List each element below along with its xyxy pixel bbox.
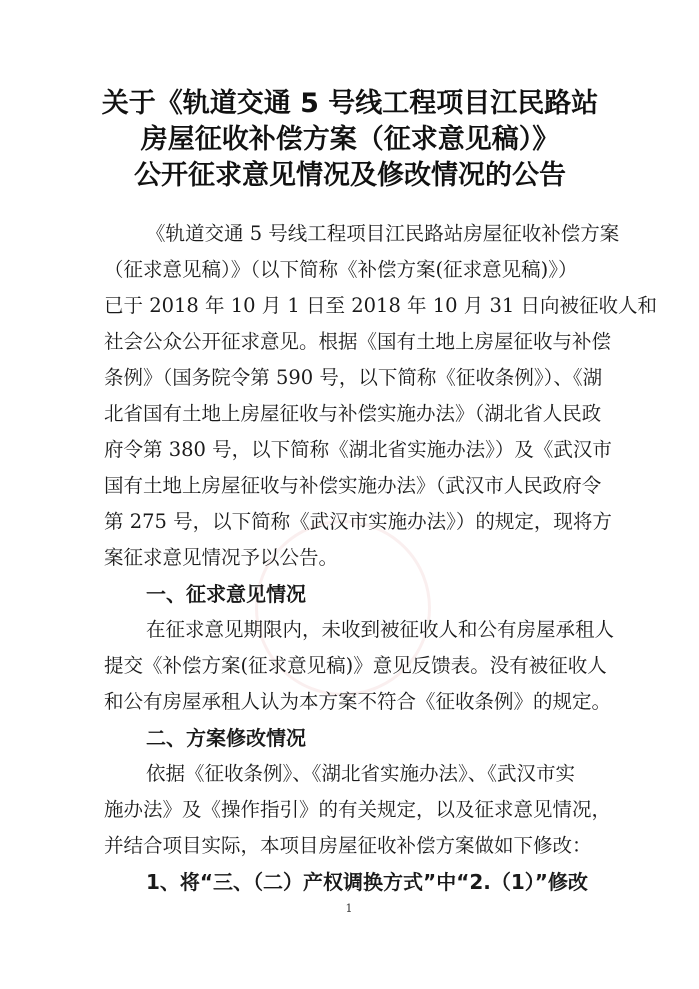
section-2-line-2: 施办法》及《操作指引》的有关规定，以及征求意见情况， (104, 798, 612, 821)
intro-line-3: 已于 2018 年 10 月 1 日至 2018 年 10 月 31 日向被征收人和 (104, 294, 657, 317)
section-1-heading: 一、征求意见情况 (146, 582, 306, 606)
section-2-line-3: 并结合项目实际，本项目房屋征收补偿方案做如下修改： (104, 834, 592, 857)
title-line-2: 房屋征收补偿方案（征求意见稿）》 (140, 124, 560, 155)
intro-line-8: 国有土地上房屋征收与补偿实施办法》（武汉市人民政府令 (104, 474, 602, 497)
intro-line-6: 北省国有土地上房屋征收与补偿实施办法》（湖北省人民政 (104, 402, 602, 425)
section-2-heading: 二、方案修改情况 (146, 726, 306, 750)
intro-line-5: 条例》（国务院令第 590 号，以下简称《征收条例》）、《湖 (104, 366, 603, 389)
intro-line-10: 案征求意见情况予以公告。 (104, 546, 339, 569)
intro-line-1: 《轨道交通 5 号线工程项目江民路站房屋征收补偿方案 (146, 222, 620, 245)
title-line-1: 关于《轨道交通 5 号线工程项目江民路站 (101, 88, 599, 119)
intro-line-7: 府令第 380 号，以下简称《湖北省实施办法》）及《武汉市 (104, 438, 612, 461)
intro-line-9: 第 275 号，以下简称《武汉市实施办法》）的规定，现将方 (104, 510, 612, 533)
page-number: 1 (345, 902, 353, 915)
section-1-line-2: 提交《补偿方案(征求意见稿)》意见反馈表。没有被征收人 (104, 654, 607, 677)
title-line-3: 公开征求意见情况及修改情况的公告 (134, 160, 566, 191)
intro-line-2: （征求意见稿）》（以下简称《补偿方案(征求意见稿)》） (104, 258, 578, 281)
section-1-line-1: 在征求意见期限内，未收到被征收人和公有房屋承租人 (146, 618, 615, 641)
intro-line-4: 社会公众公开征求意见。根据《国有土地上房屋征收与补偿 (104, 330, 612, 353)
section-2-line-1: 依据《征收条例》、《湖北省实施办法》、《武汉市实 (146, 762, 576, 785)
item-1-line: 1、将“三、（二）产权调换方式”中“2.（1）”修改 (146, 870, 588, 894)
section-1-line-3: 和公有房屋承租人认为本方案不符合《征收条例》的规定。 (104, 690, 612, 713)
